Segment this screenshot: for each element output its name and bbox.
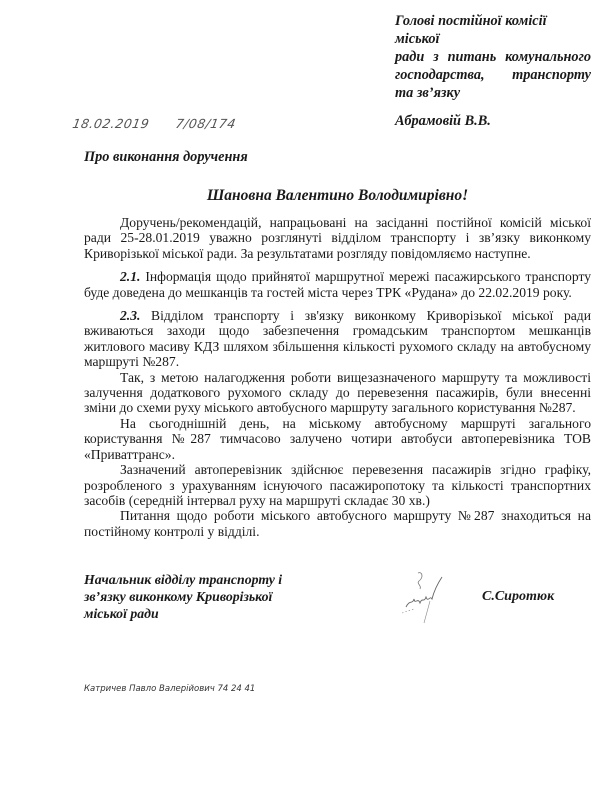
addressee-block — [395, 12, 591, 130]
paragraph — [84, 462, 591, 508]
paragraph-text: Питання щодо роботи міського автобусного маршруту №287 знаходиться на постійному контролі у відділі. — [84, 508, 591, 539]
letter-subject: Про виконання доручення — [84, 149, 248, 165]
registration-number: 7/08/174 — [174, 116, 238, 131]
paragraph-text: Доручень/рекомендацій, напрацьовані на засіданні постійної комісій міської ради 25-28.01.2019 уважно розглянуті відділом транспорту і зв’язку виконкому Криворізької міської ради. За результатами розгляду повідомляємо наступне. — [84, 215, 591, 261]
letter-body — [84, 215, 591, 539]
salutation: Шановна Валентино Володимирівно! — [206, 187, 469, 204]
paragraph — [84, 269, 591, 300]
paragraph — [84, 370, 591, 416]
registration-stamp — [71, 116, 334, 132]
paragraph-text: Інформація щодо прийнятої маршрутної мережі пасажирського транспорту буде доведена до мешканців та гостей міста через ТРК «Рудана» до 22.02.2019 року. — [84, 269, 591, 300]
registration-date: 18.02.2019 — [71, 116, 151, 131]
header-row — [84, 12, 591, 130]
signature-row — [84, 569, 591, 624]
addressee-name: Абрамовій В.В. — [395, 113, 491, 129]
signatory-position — [84, 571, 384, 622]
position-line: міської ради — [84, 606, 159, 622]
paragraph-text: На сьогоднішній день, на міському автобусному маршруті загального користування №287 тимчасово залучено чотири автобуси автоперевізника ТОВ «Приваттранс». — [84, 415, 591, 462]
addressee-line: ради з питань комунального — [395, 49, 591, 65]
addressee-line: господарства, транспорту — [395, 67, 591, 83]
signer-name: С.Сиротюк — [482, 589, 555, 605]
addressee-line: та зв’язку — [395, 85, 461, 101]
position-line: зв’язку виконкому Криворізької — [84, 589, 273, 605]
addressee-line: Голові постійної комісії міської — [395, 13, 547, 47]
paragraph-text: Так, з метою налагодження роботи вищезазначеного маршруту та можливості залучення додаткового рухомого складу до перевезення пасажирів, були внесенні зміни до схеми руху міського автобусного маршруту загального користування №287. — [84, 369, 591, 416]
paragraph — [84, 308, 591, 370]
position-line: Начальник відділу транспорту і — [84, 572, 283, 588]
paragraph — [84, 508, 591, 539]
paragraph-number: 2.3. — [120, 308, 141, 324]
paragraph — [84, 215, 591, 261]
handwritten-signature-icon — [400, 569, 445, 624]
paragraph-number: 2.1. — [120, 269, 141, 285]
executor-contact: Катричев Павло Валерійович 74 24 41 — [84, 684, 256, 695]
paragraph-text: Відділом транспорту і зв'язку виконкому Криворізької міської ради вживаються заходи щодо забезпечення громадським транспортом мешканців житлового масиву КДЗ шляхом збільшення кількості рухомого складу на автобусному маршруті №287. — [84, 308, 591, 370]
paragraph — [84, 416, 591, 462]
paragraph-text: Зазначений автоперевізник здійснює перевезення пасажирів згідно графіку, розробленого з урахуванням існуючого пасажиропотоку та кількості транспортних засобів (середній інтервал руху на маршруті складає 30 хв.) — [84, 462, 591, 508]
